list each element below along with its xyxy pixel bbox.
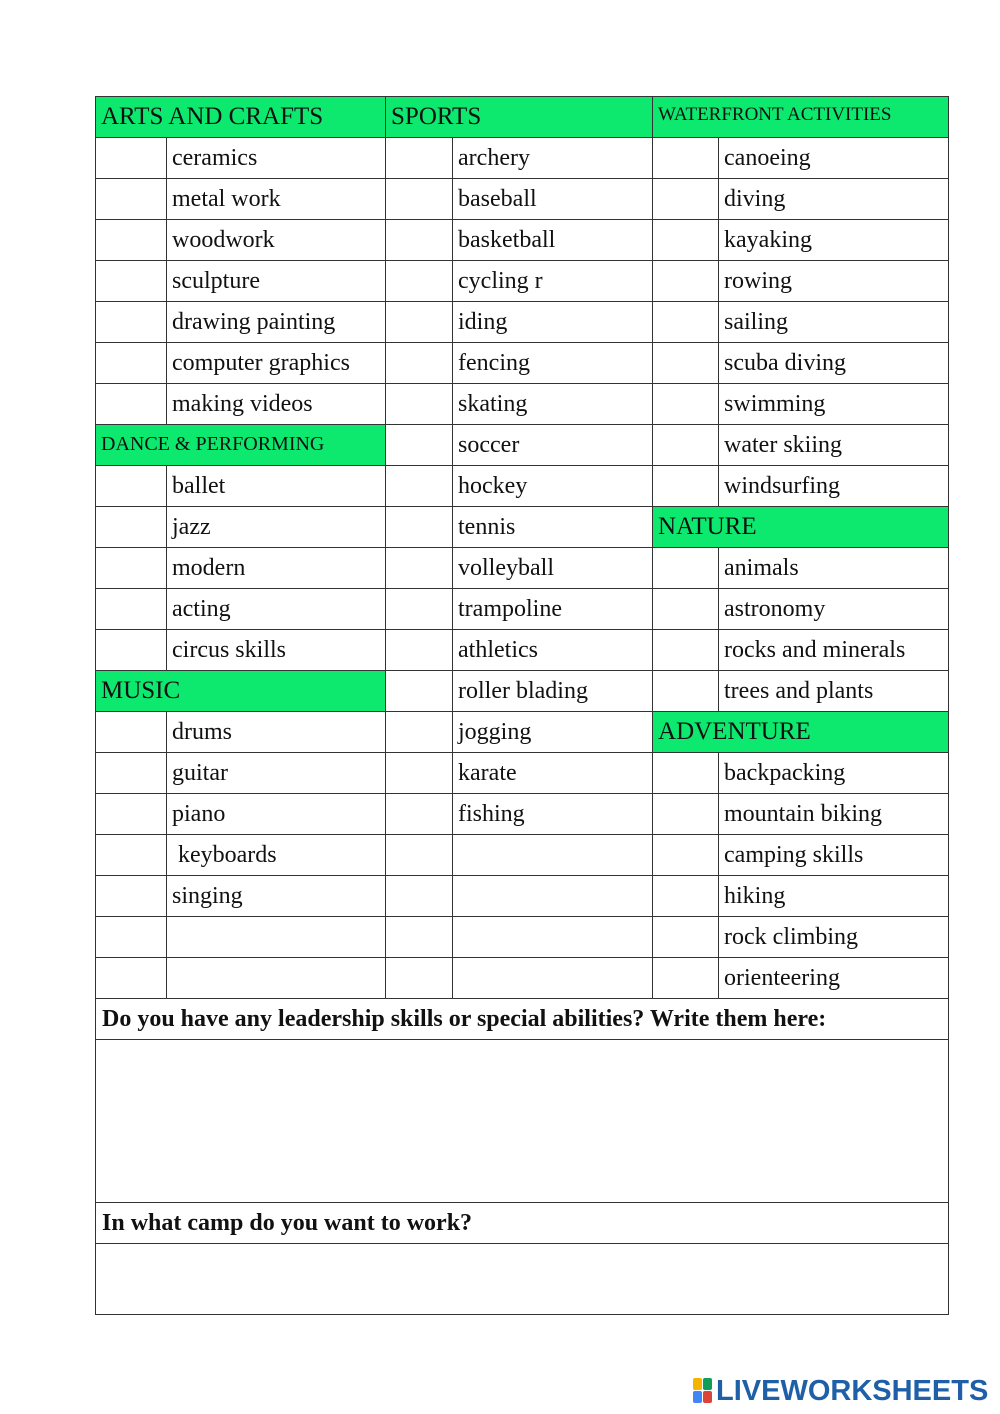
header-waterfront-activities: WATERFRONT ACTIVITIES — [653, 97, 949, 138]
checkbox-ceramics[interactable] — [96, 138, 167, 179]
activity-label: athletics — [453, 630, 653, 671]
checkbox-rocks-and-minerals[interactable] — [653, 630, 719, 671]
activity-label: hockey — [453, 466, 653, 507]
header-sports: SPORTS — [386, 97, 653, 138]
activity-label: backpacking — [719, 753, 949, 794]
checkbox-hiking[interactable] — [653, 876, 719, 917]
empty-cell — [386, 835, 453, 876]
activity-label: roller blading — [453, 671, 653, 712]
header-arts-and-crafts: ARTS AND CRAFTS — [96, 97, 386, 138]
checkbox-orienteering[interactable] — [653, 958, 719, 999]
checkbox-water-skiing[interactable] — [653, 425, 719, 466]
leadership-answer-field[interactable] — [96, 1040, 949, 1203]
activity-label: metal work — [167, 179, 386, 220]
checkbox-swimming[interactable] — [653, 384, 719, 425]
activity-label: kayaking — [719, 220, 949, 261]
activity-label: sculpture — [167, 261, 386, 302]
checkbox-scuba-diving[interactable] — [653, 343, 719, 384]
checkbox-keyboards[interactable] — [96, 835, 167, 876]
camp-activities-table — [95, 96, 949, 1315]
checkbox-archery[interactable] — [386, 138, 453, 179]
empty-cell — [453, 958, 653, 999]
empty-cell — [167, 958, 386, 999]
activity-label: drums — [167, 712, 386, 753]
activity-label: jazz — [167, 507, 386, 548]
activity-label: camping skills — [719, 835, 949, 876]
activity-label: fencing — [453, 343, 653, 384]
checkbox-fishing[interactable] — [386, 794, 453, 835]
activity-label: computer graphics — [167, 343, 386, 384]
checkbox-athletics[interactable] — [386, 630, 453, 671]
activity-label: making videos — [167, 384, 386, 425]
checkbox-astronomy[interactable] — [653, 589, 719, 630]
checkbox-baseball[interactable] — [386, 179, 453, 220]
activity-label: ballet — [167, 466, 386, 507]
empty-cell — [453, 917, 653, 958]
leadership-question: Do you have any leadership skills or special abilities? Write them here: — [96, 999, 949, 1040]
checkbox-basketball[interactable] — [386, 220, 453, 261]
checkbox-circus-skills[interactable] — [96, 630, 167, 671]
checkbox-rock-climbing[interactable] — [653, 917, 719, 958]
activity-label: skating — [453, 384, 653, 425]
empty-cell — [167, 917, 386, 958]
checkbox-modern[interactable] — [96, 548, 167, 589]
activity-label: fishing — [453, 794, 653, 835]
checkbox-guitar[interactable] — [96, 753, 167, 794]
checkbox-trees-and-plants[interactable] — [653, 671, 719, 712]
activity-label: mountain biking — [719, 794, 949, 835]
activity-label: archery — [453, 138, 653, 179]
checkbox-piano[interactable] — [96, 794, 167, 835]
checkbox-animals[interactable] — [653, 548, 719, 589]
activity-label: piano — [167, 794, 386, 835]
activity-label: rock climbing — [719, 917, 949, 958]
liveworksheets-logo-text: LIVEWORKSHEETS — [716, 1375, 989, 1407]
checkbox-mountain-biking[interactable] — [653, 794, 719, 835]
checkbox-skating[interactable] — [386, 384, 453, 425]
checkbox-soccer[interactable] — [386, 425, 453, 466]
checkbox-volleyball[interactable] — [386, 548, 453, 589]
checkbox-singing[interactable] — [96, 876, 167, 917]
checkbox-jazz[interactable] — [96, 507, 167, 548]
checkbox-windsurfing[interactable] — [653, 466, 719, 507]
activity-label: basketball — [453, 220, 653, 261]
checkbox-diving[interactable] — [653, 179, 719, 220]
header-dance-and-performing: DANCE & PERFORMING — [96, 425, 386, 466]
checkbox-riding[interactable] — [386, 302, 453, 343]
checkbox-hockey[interactable] — [386, 466, 453, 507]
empty-cell — [96, 917, 167, 958]
activity-label: volleyball — [453, 548, 653, 589]
activity-label: swimming — [719, 384, 949, 425]
camp-answer-field[interactable] — [96, 1244, 949, 1315]
activity-label: animals — [719, 548, 949, 589]
checkbox-woodwork[interactable] — [96, 220, 167, 261]
checkbox-kayaking[interactable] — [653, 220, 719, 261]
activity-label: baseball — [453, 179, 653, 220]
checkbox-cycling[interactable] — [386, 261, 453, 302]
activity-label: orienteering — [719, 958, 949, 999]
empty-cell — [96, 958, 167, 999]
empty-cell — [453, 835, 653, 876]
camp-question: In what camp do you want to work? — [96, 1203, 949, 1244]
activity-label: iding — [453, 302, 653, 343]
checkbox-sailing[interactable] — [653, 302, 719, 343]
checkbox-metal-work[interactable] — [96, 179, 167, 220]
activity-label: jogging — [453, 712, 653, 753]
checkbox-roller-blading[interactable] — [386, 671, 453, 712]
activity-label: trampoline — [453, 589, 653, 630]
activity-label: acting — [167, 589, 386, 630]
activity-label: scuba diving — [719, 343, 949, 384]
activity-label: soccer — [453, 425, 653, 466]
checkbox-ballet[interactable] — [96, 466, 167, 507]
checkbox-rowing[interactable] — [653, 261, 719, 302]
activity-label: sailing — [719, 302, 949, 343]
empty-cell — [386, 876, 453, 917]
checkbox-fencing[interactable] — [386, 343, 453, 384]
checkbox-making-videos[interactable] — [96, 384, 167, 425]
checkbox-drawing-painting[interactable] — [96, 302, 167, 343]
activity-label: hiking — [719, 876, 949, 917]
checkbox-acting[interactable] — [96, 589, 167, 630]
checkbox-drums[interactable] — [96, 712, 167, 753]
activity-label: karate — [453, 753, 653, 794]
liveworksheets-logo-icon — [693, 1378, 713, 1404]
activity-label: circus skills — [167, 630, 386, 671]
checkbox-camping-skills[interactable] — [653, 835, 719, 876]
empty-cell — [386, 917, 453, 958]
activity-label: guitar — [167, 753, 386, 794]
header-music: MUSIC — [96, 671, 386, 712]
activity-label: canoeing — [719, 138, 949, 179]
activity-label: water skiing — [719, 425, 949, 466]
activity-label: tennis — [453, 507, 653, 548]
checkbox-jogging[interactable] — [386, 712, 453, 753]
checkbox-canoeing[interactable] — [653, 138, 719, 179]
activity-label: diving — [719, 179, 949, 220]
checkbox-trampoline[interactable] — [386, 589, 453, 630]
checkbox-backpacking[interactable] — [653, 753, 719, 794]
activity-label: singing — [167, 876, 386, 917]
activity-label: ceramics — [167, 138, 386, 179]
checkbox-sculpture[interactable] — [96, 261, 167, 302]
activity-label: windsurfing — [719, 466, 949, 507]
header-nature: NATURE — [653, 507, 949, 548]
header-adventure: ADVENTURE — [653, 712, 949, 753]
activity-label: rowing — [719, 261, 949, 302]
activity-label: keyboards — [167, 835, 386, 876]
checkbox-karate[interactable] — [386, 753, 453, 794]
checkbox-computer-graphics[interactable] — [96, 343, 167, 384]
liveworksheets-logo — [693, 1376, 988, 1406]
empty-cell — [386, 958, 453, 999]
activity-label: rocks and minerals — [719, 630, 949, 671]
activity-label: trees and plants — [719, 671, 949, 712]
activity-label: woodwork — [167, 220, 386, 261]
activity-label: astronomy — [719, 589, 949, 630]
checkbox-tennis[interactable] — [386, 507, 453, 548]
activity-label: modern — [167, 548, 386, 589]
activity-label: drawing painting — [167, 302, 386, 343]
activity-label: cycling r — [453, 261, 653, 302]
empty-cell — [453, 876, 653, 917]
